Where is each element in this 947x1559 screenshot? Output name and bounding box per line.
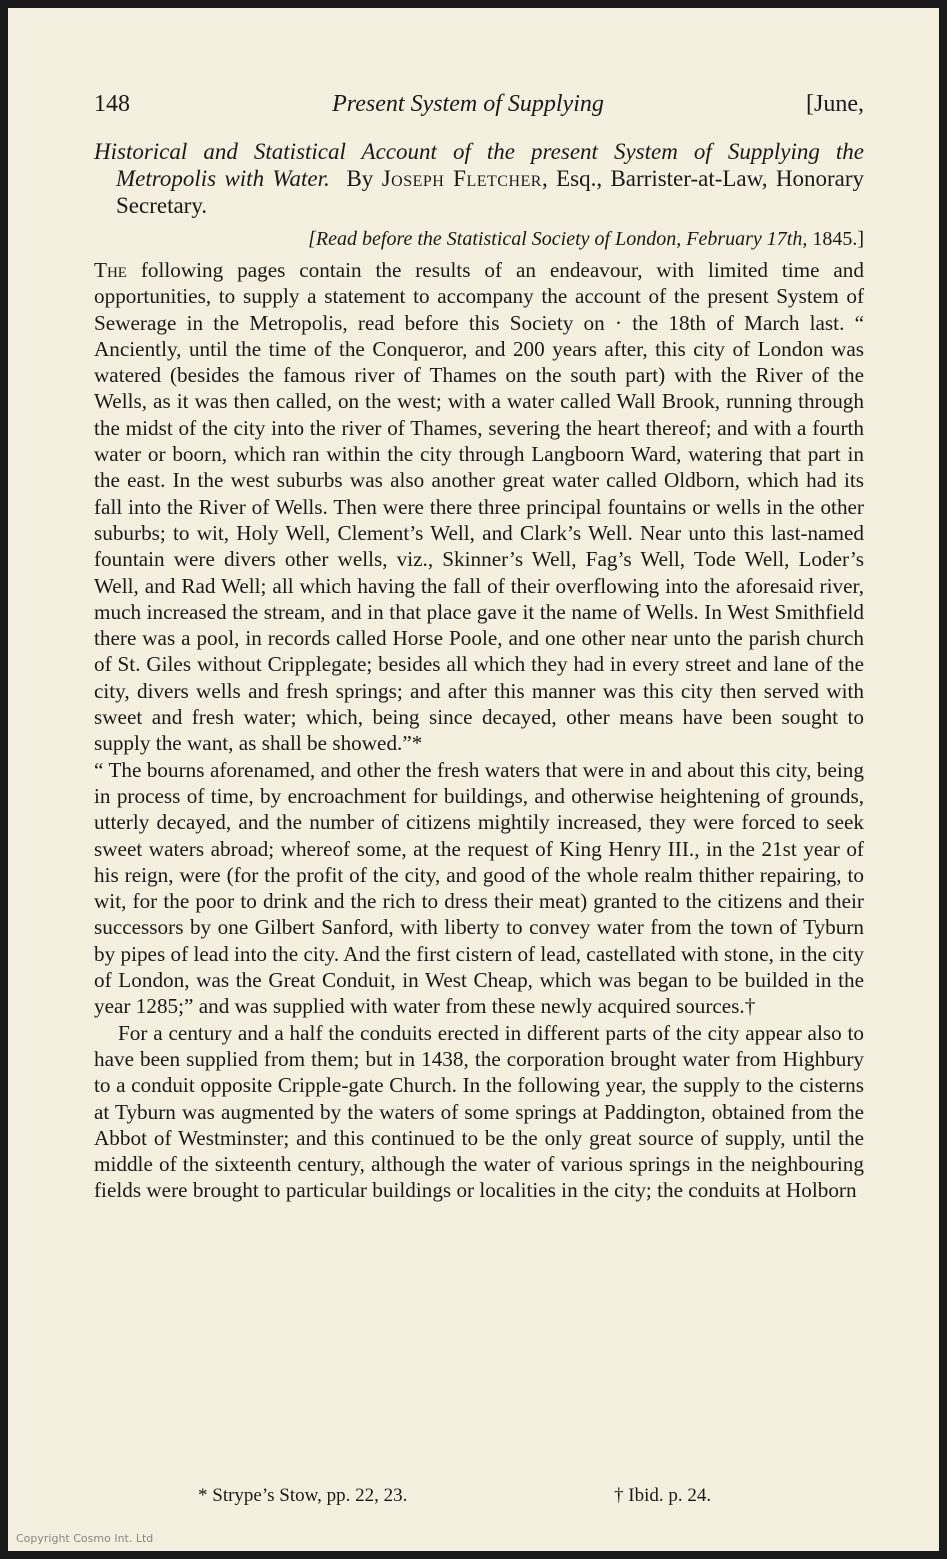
body-text xyxy=(94,257,864,1204)
page-content xyxy=(94,88,864,1204)
copyright-watermark: Copyright Cosmo Int. Ltd xyxy=(16,1532,154,1545)
paragraph-1 xyxy=(94,257,864,757)
paragraph-1-text: following pages contain the results of an endeavour, with limited time and opportunities, to supply a statement to accompany the account of the present System of Sewerage in the Metropolis, read before this Society on · the 18th of March last. “ Anciently, until the time of the Conqueror, and 200 years after, this city of London was watered (besides the famous river of Thames on the south part) with the River of the Wells, as it was then called, on the west; with a water called Wall Brook, running through the midst of the city into the river of Thames, severing the heart thereof; and with a fourth water or boorn, which ran within the city through Langboorn Ward, watering that part in the east. In the west suburbs was also another great water called Oldborn, which had its fall into the River of Wells. Then were there three principal fountains or wells in the other suburbs; to wit, Holy Well, Clement’s Well, and Clark’s Well. Near unto this last-named fountain were divers other wells, viz., Skinner’s Well, Fag’s Well, Tode Well, Loder’s Well, and Rad Well; all which having the fall of their overflowing into the aforesaid river, much increased the stream, and in that place gave it the name of Wells. In West Smithfield there was a pool, in records called Horse Poole, and one other near unto the parish church of St. Giles without Cripplegate; besides all which they had in every street and lane of the city, divers wells and fresh springs; and after this manner was this city then served with sweet and fresh water; which, being since decayed, other means have been sought to supply the want, as shall be showed.”* xyxy=(94,258,864,756)
article-author: Joseph Fletcher xyxy=(381,166,542,191)
paragraph-3: For a century and a half the conduits erected in different parts of the city appear also to have been supplied from them; but in 1438, the corporation brought water from Highbury to a conduit opposite Cripple-gate Church. In the following year, the supply to the cisterns at Tyburn was augmented by the waters of some springs at Paddington, obtained from the Abbot of Westminster; and this continued to be the only great source of supply, until the middle of the sixteenth century, although the water of various springs in the neighbouring fields were brought to particular buildings or localities in the city; the conduits at Holborn xyxy=(94,1020,864,1203)
running-head-month: [June, xyxy=(806,91,864,117)
article-title: Historical and Statistical Account of the present System of Supplying the Metropolis with Water. xyxy=(94,139,864,191)
running-title: Present System of Supplying xyxy=(332,91,604,117)
article-heading xyxy=(94,138,864,219)
read-note xyxy=(94,225,864,253)
read-note-text: [Read before the Statistical Society of London, February 17th, xyxy=(308,228,808,250)
read-note-year: 1845.] xyxy=(812,228,864,250)
footnote-2: † Ibid. p. 24. xyxy=(614,1485,712,1506)
footnote-1: * Strype’s Stow, pp. 22, 23. xyxy=(198,1485,408,1506)
page-number: 148 xyxy=(94,91,130,117)
paragraph-2: “ The bourns aforenamed, and other the fresh waters that were in and about this city, being in process of time, by encroachment for buildings, and otherwise heightening of grounds, utterly decayed, and the number of citizens mightily increased, they were forced to seek sweet waters abroad; whereof some, at the request of King Henry III., in the 21st year of his reign, were (for the profit of the city, and good of the whole realm thither repairing, to wit, for the poor to drink and the rich to dress their meat) granted to the citizens and their successors by one Gilbert Sanford, with liberty to convey water from the town of Tyburn by pipes of lead into the city. And the first cistern of lead, castellated with stone, in the city of London, was the Great Conduit, in West Cheap, which was began to be builded in the year 1285;” and was supplied with water from these newly acquired sources.† xyxy=(94,757,865,1019)
article-by: By xyxy=(346,166,374,191)
running-head xyxy=(94,88,864,120)
page xyxy=(8,8,939,1551)
article-author-suffix: , Esq., Barrister-at-Law, Honorary Secretary. xyxy=(116,166,864,218)
paragraph-1-first-word: The xyxy=(94,258,127,282)
